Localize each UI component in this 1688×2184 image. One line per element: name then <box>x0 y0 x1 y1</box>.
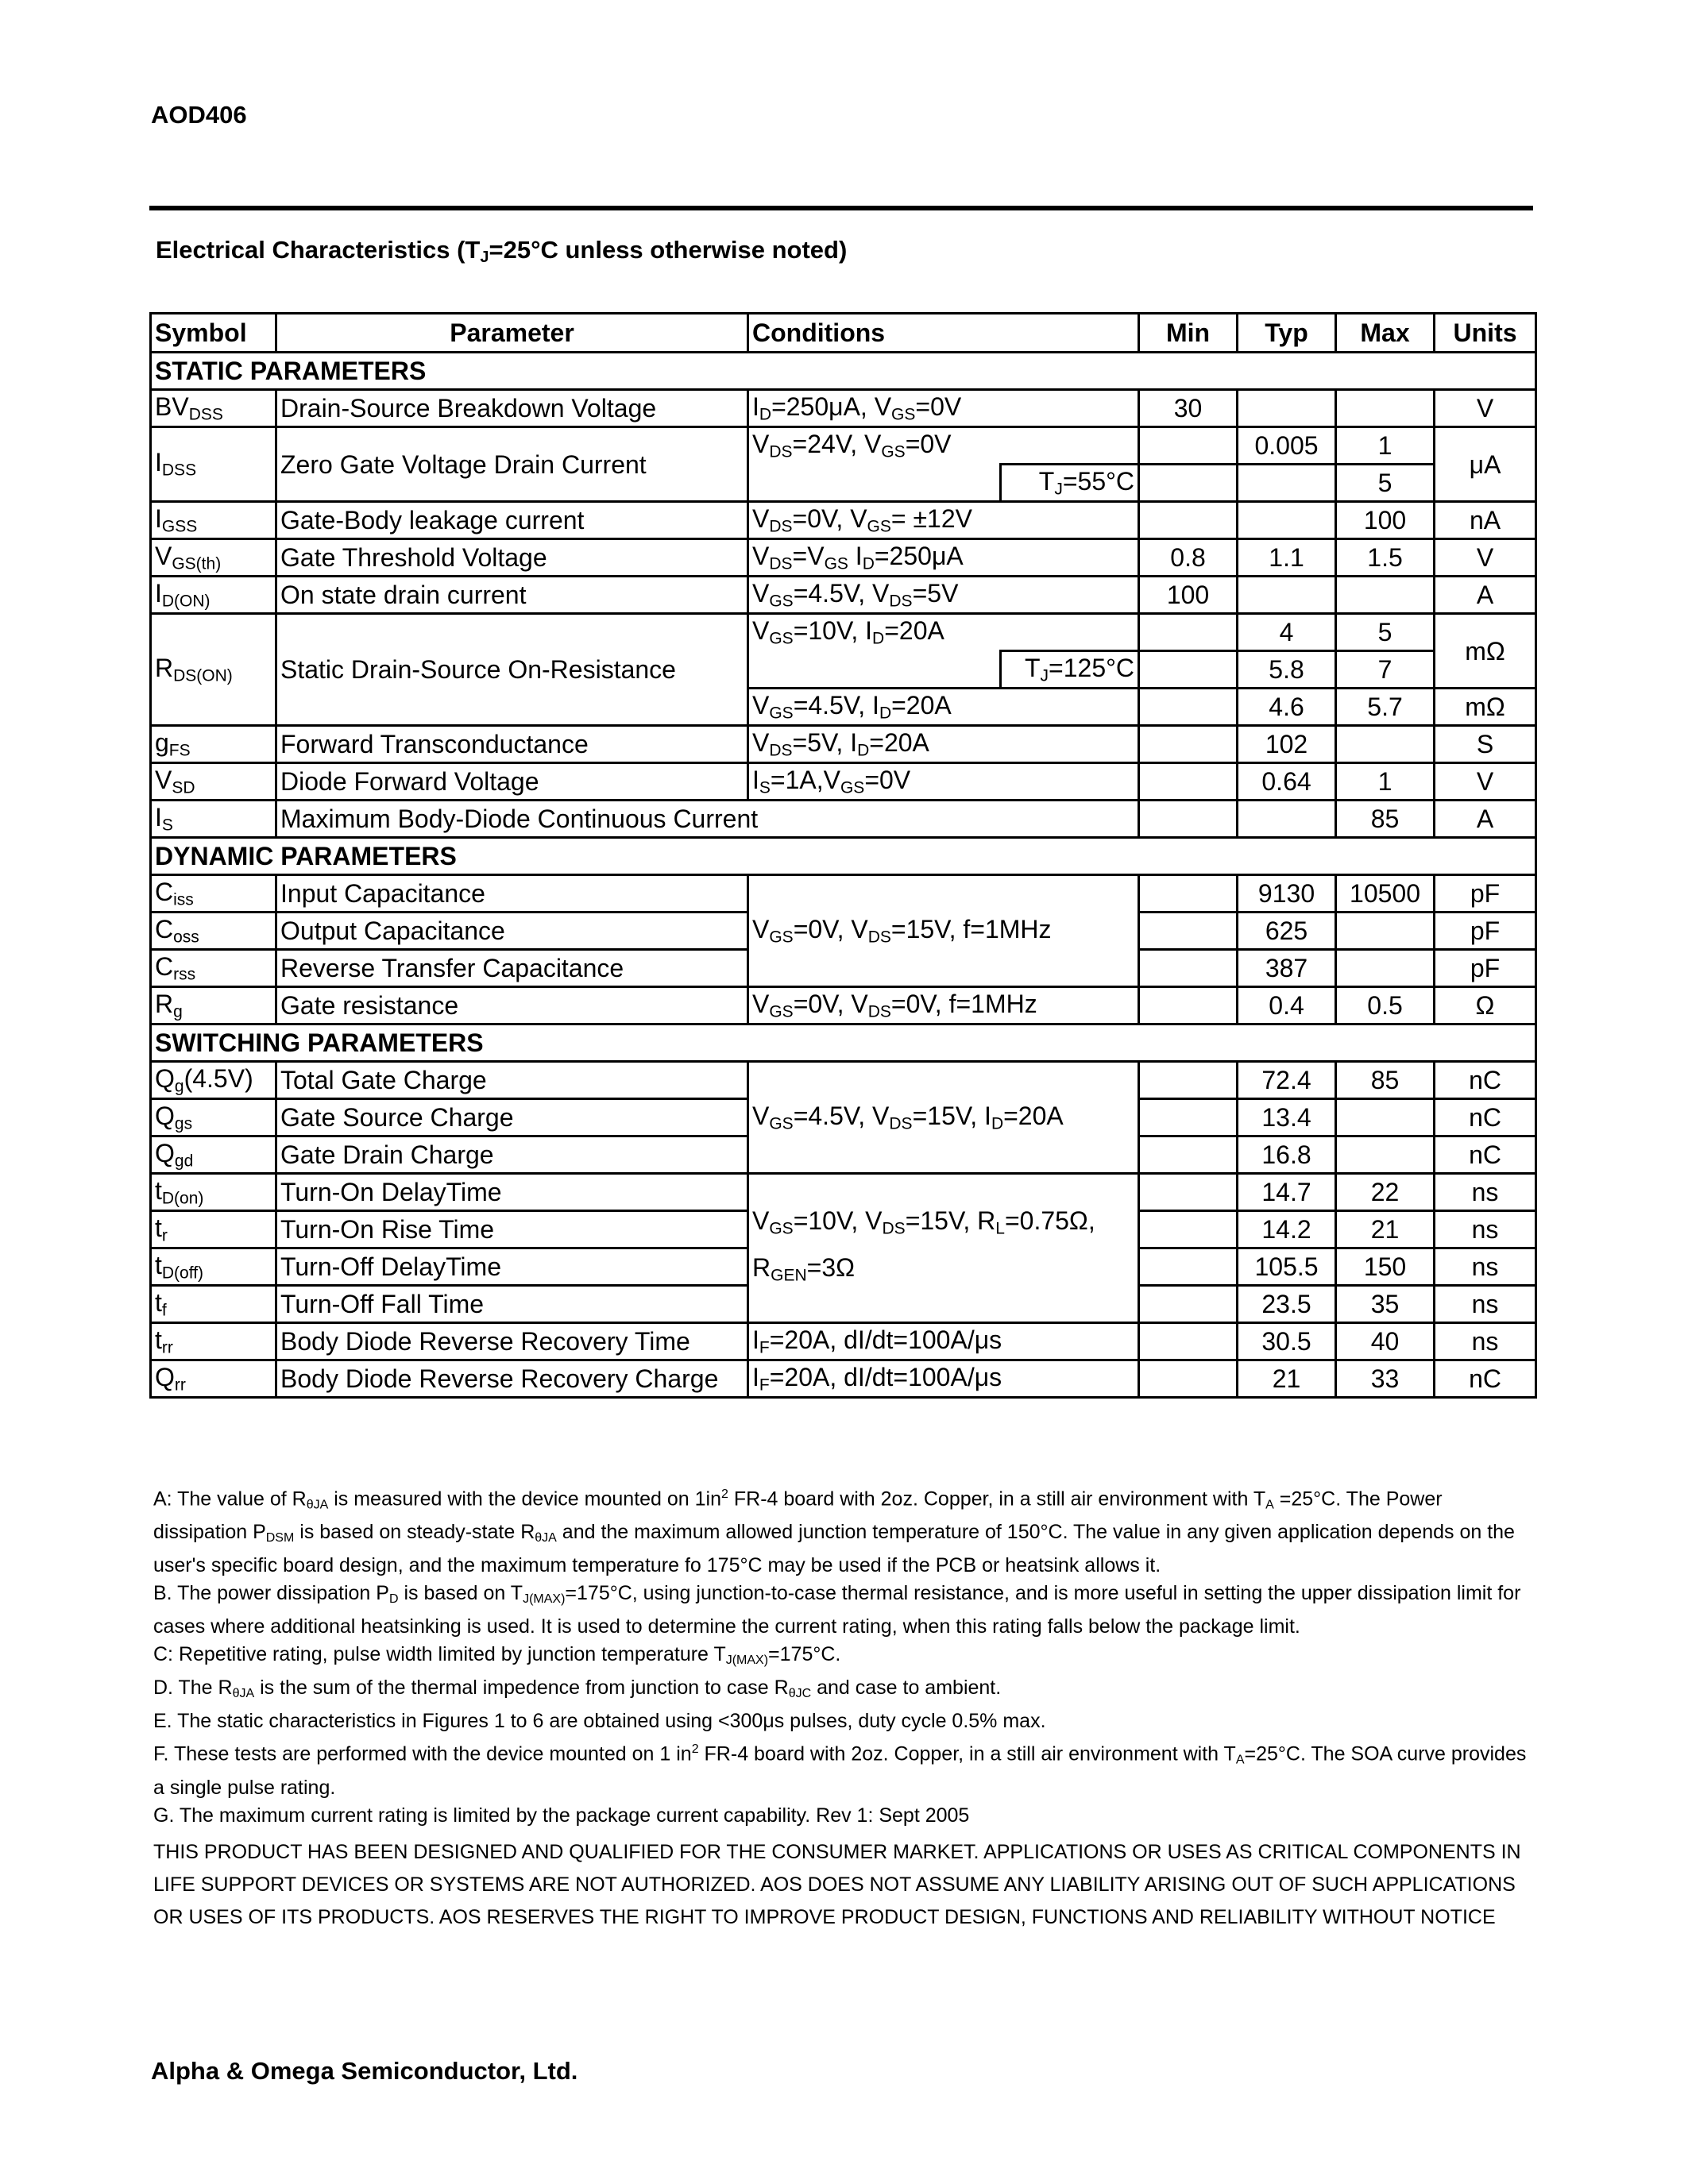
min-cell <box>1139 726 1238 763</box>
min-cell <box>1139 1136 1238 1174</box>
min-cell <box>1139 689 1238 726</box>
max-cell: 40 <box>1336 1323 1435 1360</box>
max-cell <box>1336 577 1435 614</box>
units-cell: ns <box>1435 1211 1536 1248</box>
condition-cell: $V_{GS}=4.5V$, $I_D=20A$ <box>748 689 1139 726</box>
symbol-cell: $Q_{gd}$ <box>151 1136 276 1174</box>
units-cell: ns <box>1435 1323 1536 1360</box>
symbol-cell: $I_S$ <box>151 801 276 838</box>
typ-cell: 5.8 <box>1238 651 1336 689</box>
symbol-cell: $Q_{gs}$ <box>151 1099 276 1136</box>
min-cell <box>1139 950 1238 987</box>
min-cell <box>1139 502 1238 539</box>
symbol-cell: $C_{rss}$ <box>151 950 276 987</box>
max-cell: 0.5 <box>1336 987 1435 1024</box>
symbol-cell: $BV_{DSS}$ <box>151 390 276 427</box>
table-row <box>151 1174 1536 1211</box>
typ-cell: 14.2 <box>1238 1211 1336 1248</box>
units-cell: V <box>1435 763 1536 801</box>
symbol-cell: $V_{GS(th)}$ <box>151 539 276 577</box>
typ-cell: 13.4 <box>1238 1099 1336 1136</box>
note-c: C: Repetitive rating, pulse width limited by junction temperature $T_{J(MAX)}=175^\circ C$. <box>153 1643 841 1668</box>
condition-spacer <box>748 651 1001 689</box>
symbol-cell: $Q_{rr}$ <box>151 1360 276 1398</box>
condition-cell: $V_{GS}=10V$, $V_{DS}=15V$, $R_L=0.75\Omega$, $R_{GEN}=3\Omega$ <box>748 1174 1139 1323</box>
symbol-cell: $I_{D(ON)}$ <box>151 577 276 614</box>
symbol-cell: $g_{FS}$ <box>151 726 276 763</box>
symbol-cell: $R_{DS(ON)}$ <box>151 614 276 726</box>
table-row <box>151 614 1536 651</box>
condition-cell: $I_F=20A$, dI/dt=100A/μs <box>748 1323 1139 1360</box>
max-cell <box>1336 950 1435 987</box>
max-cell: 150 <box>1336 1248 1435 1286</box>
typ-cell: 0.005 <box>1238 427 1336 465</box>
typ-cell: 105.5 <box>1238 1248 1336 1286</box>
table-row <box>151 577 1536 614</box>
col-typ: Typ <box>1238 314 1336 353</box>
max-cell <box>1336 390 1435 427</box>
min-cell <box>1139 1099 1238 1136</box>
parameter-cell: Gate resistance <box>276 987 748 1024</box>
units-cell: nC <box>1435 1062 1536 1099</box>
condition-cell: $V_{GS}=4.5V$, $V_{DS}=15V$, $I_D=20A$ <box>748 1062 1139 1174</box>
typ-cell: 16.8 <box>1238 1136 1336 1174</box>
disclaimer: THIS PRODUCT HAS BEEN DESIGNED AND QUALIFIED FOR THE CONSUMER MARKET. APPLICATIONS OR USES AS CRITICAL COMPONENTS IN LIFE SUPPORT DEVICES OR SYSTEMS ARE NOT AUTHORIZED. AOS DOES NOT ASSUME ANY LIABILITY ARISING OUT OF SUCH APPLICATIONS OR USES OF ITS PRODUCTS. AOS RESERVES THE RIGHT TO IMPROVE PRODUCT DESIGN, FUNCTIONS AND RELIABILITY WITHOUT NOTICE <box>153 1840 1521 1928</box>
condition-cell: $V_{GS}=10V$, $I_D=20A$ <box>748 614 1139 651</box>
typ-cell: 102 <box>1238 726 1336 763</box>
typ-cell: 21 <box>1238 1360 1336 1398</box>
typ-cell <box>1238 465 1336 502</box>
header-rule <box>149 206 1533 210</box>
units-cell: nC <box>1435 1099 1536 1136</box>
parameter-cell: Body Diode Reverse Recovery Charge <box>276 1360 748 1398</box>
symbol-cell: $I_{GSS}$ <box>151 502 276 539</box>
parameter-cell: Maximum Body-Diode Continuous Current <box>276 801 1139 838</box>
typ-cell: 72.4 <box>1238 1062 1336 1099</box>
parameter-cell: Total Gate Charge <box>276 1062 748 1099</box>
min-cell <box>1139 651 1238 689</box>
units-cell: S <box>1435 726 1536 763</box>
condition-temp-cell: $T_J=125^\circ C$ <box>1001 651 1139 689</box>
max-cell: 85 <box>1336 1062 1435 1099</box>
parameter-cell: Output Capacitance <box>276 913 748 950</box>
typ-cell: 30.5 <box>1238 1323 1336 1360</box>
max-cell <box>1336 1099 1435 1136</box>
parameter-cell: Gate Threshold Voltage <box>276 539 748 577</box>
min-cell <box>1139 875 1238 913</box>
section-static: STATIC PARAMETERS <box>151 353 1536 390</box>
units-cell: A <box>1435 801 1536 838</box>
max-cell: 35 <box>1336 1286 1435 1323</box>
min-cell <box>1139 1062 1238 1099</box>
condition-cell: $V_{DS}=0V$, $V_{GS}= \pm 12V$ <box>748 502 1139 539</box>
symbol-cell: $C_{oss}$ <box>151 913 276 950</box>
max-cell: 100 <box>1336 502 1435 539</box>
units-cell: nC <box>1435 1136 1536 1174</box>
table-row <box>151 427 1536 465</box>
min-cell <box>1139 913 1238 950</box>
note-g: G. The maximum current rating is limited by the package current capability. Rev 1: Sept 2005 <box>153 1804 970 1827</box>
table-row <box>151 875 1536 913</box>
footnotes <box>153 1480 1535 1934</box>
header-row <box>151 314 1536 353</box>
max-cell: 5 <box>1336 614 1435 651</box>
typ-cell <box>1238 801 1336 838</box>
table-row <box>151 763 1536 801</box>
units-cell: A <box>1435 577 1536 614</box>
note-d: D. The $R_{\theta JA}$ is the sum of the thermal impedence from junction to case $R_{\theta JC}$ and case to ambient. <box>153 1677 1002 1701</box>
units-cell: ns <box>1435 1248 1536 1286</box>
condition-cell: $V_{DS}=5V$, $I_D=20A$ <box>748 726 1139 763</box>
parameter-cell: Gate Source Charge <box>276 1099 748 1136</box>
section-switching: SWITCHING PARAMETERS <box>151 1024 1536 1062</box>
parameter-cell: Diode Forward Voltage <box>276 763 748 801</box>
max-cell: 5.7 <box>1336 689 1435 726</box>
max-cell: 5 <box>1336 465 1435 502</box>
section-row <box>151 1024 1536 1062</box>
note-f: F. These tests are performed with the device mounted on 1 $in^2$ FR-4 board with 2oz. Copper, in a still air environment with $T_A=25^\circ C$. The SOA curve provides a single pulse rating. <box>153 1742 1527 1799</box>
max-cell: 85 <box>1336 801 1435 838</box>
condition-spacer <box>748 465 1001 502</box>
col-max: Max <box>1336 314 1435 353</box>
col-min: Min <box>1139 314 1238 353</box>
parameter-cell: Body Diode Reverse Recovery Time <box>276 1323 748 1360</box>
parameter-cell: Turn-Off DelayTime <box>276 1248 748 1286</box>
symbol-cell: $R_g$ <box>151 987 276 1024</box>
min-cell <box>1139 1286 1238 1323</box>
typ-cell: 1.1 <box>1238 539 1336 577</box>
col-conditions: Conditions <box>748 314 1139 353</box>
section-row <box>151 838 1536 875</box>
condition-cell: $I_D=250\mu A$, $V_{GS}=0V$ <box>748 390 1139 427</box>
min-cell <box>1139 1174 1238 1211</box>
section-row <box>151 353 1536 390</box>
units-cell: V <box>1435 539 1536 577</box>
min-cell <box>1139 763 1238 801</box>
max-cell: 7 <box>1336 651 1435 689</box>
table-row <box>151 502 1536 539</box>
units-cell: ns <box>1435 1286 1536 1323</box>
symbol-cell: $t_{D(on)}$ <box>151 1174 276 1211</box>
min-cell <box>1139 614 1238 651</box>
col-parameter: Parameter <box>276 314 748 353</box>
max-cell <box>1336 726 1435 763</box>
min-cell: 30 <box>1139 390 1238 427</box>
typ-cell <box>1238 577 1336 614</box>
condition-cell: $I_F=20A$, dI/dt=100A/μs <box>748 1360 1139 1398</box>
typ-cell: 23.5 <box>1238 1286 1336 1323</box>
typ-cell <box>1238 390 1336 427</box>
max-cell: 1.5 <box>1336 539 1435 577</box>
symbol-cell: $t_{rr}$ <box>151 1323 276 1360</box>
units-cell: nA <box>1435 502 1536 539</box>
symbol-cell: $V_{SD}$ <box>151 763 276 801</box>
table-row <box>151 1062 1536 1099</box>
note-e: E. The static characteristics in Figures 1 to 6 are obtained using <300μs pulses, duty cycle 0.5% max. <box>153 1710 1046 1733</box>
units-cell: pF <box>1435 875 1536 913</box>
symbol-cell: $Q_g(4.5V)$ <box>151 1062 276 1099</box>
condition-temp-cell: $T_J=55^\circ C$ <box>1001 465 1139 502</box>
max-cell <box>1336 1136 1435 1174</box>
parameter-cell: Forward Transconductance <box>276 726 748 763</box>
note-b: B. The power dissipation $P_D$ is based on $T_{J(MAX)}=175^\circ C$, using junction-to-case thermal resistance, and is more useful in setting the upper dissipation limit for cases where additional heatsinking is used. It is used to determine the current rating, when this rating falls below the package limit. <box>153 1582 1521 1638</box>
max-cell: 33 <box>1336 1360 1435 1398</box>
max-cell: 21 <box>1336 1211 1435 1248</box>
max-cell: 1 <box>1336 427 1435 465</box>
typ-cell: 0.4 <box>1238 987 1336 1024</box>
units-cell: pF <box>1435 950 1536 987</box>
max-cell: 1 <box>1336 763 1435 801</box>
col-units: Units <box>1435 314 1536 353</box>
condition-cell: $V_{DS}=V_{GS}$ $I_D=250\mu A$ <box>748 539 1139 577</box>
symbol-cell: $t_f$ <box>151 1286 276 1323</box>
min-cell: 100 <box>1139 577 1238 614</box>
parameter-cell: Zero Gate Voltage Drain Current <box>276 427 748 502</box>
min-cell <box>1139 1323 1238 1360</box>
units-cell: Ω <box>1435 987 1536 1024</box>
note-a: A: The value of $R_{\theta JA}$ is measured with the device mounted on $1in^2$ FR-4 board with 2oz. Copper, in a still air environment with $T_A =25^\circ C$. The Power dissipation $P_{DSM}$ is based on steady-state $R_{\theta JA}$ and the maximum allowed junction temperature of 150°C. The value in any given application depends on the user's specific board design, and the maximum temperature fo 175°C may be used if the PCB or heatsink allows it. <box>153 1488 1515 1577</box>
col-symbol: Symbol <box>151 314 276 353</box>
table-row <box>151 987 1536 1024</box>
typ-cell: 14.7 <box>1238 1174 1336 1211</box>
min-cell <box>1139 1248 1238 1286</box>
parameter-cell: On state drain current <box>276 577 748 614</box>
part-number: AOD406 <box>151 101 247 129</box>
typ-cell: 0.64 <box>1238 763 1336 801</box>
typ-cell: 625 <box>1238 913 1336 950</box>
table-title: Electrical Characteristics ($T_J=25^\circ C$ unless otherwise noted) <box>156 236 848 266</box>
parameter-cell: Turn-On Rise Time <box>276 1211 748 1248</box>
table-row <box>151 1323 1536 1360</box>
parameter-cell: Gate Drain Charge <box>276 1136 748 1174</box>
units-cell: pF <box>1435 913 1536 950</box>
parameter-cell: Input Capacitance <box>276 875 748 913</box>
table-row <box>151 539 1536 577</box>
units-cell: mΩ <box>1435 689 1536 726</box>
parameter-cell: Turn-On DelayTime <box>276 1174 748 1211</box>
typ-cell: 4.6 <box>1238 689 1336 726</box>
condition-cell: $V_{GS}=0V$, $V_{DS}=0V$, f=1MHz <box>748 987 1139 1024</box>
units-cell: μA <box>1435 427 1536 502</box>
condition-cell: $V_{GS}=0V$, $V_{DS}=15V$, f=1MHz <box>748 875 1139 987</box>
electrical-characteristics-table <box>149 312 1537 1399</box>
typ-cell: 4 <box>1238 614 1336 651</box>
min-cell <box>1139 465 1238 502</box>
table-row <box>151 726 1536 763</box>
min-cell <box>1139 801 1238 838</box>
units-cell: V <box>1435 390 1536 427</box>
parameter-cell: Drain-Source Breakdown Voltage <box>276 390 748 427</box>
section-dynamic: DYNAMIC PARAMETERS <box>151 838 1536 875</box>
max-cell: 22 <box>1336 1174 1435 1211</box>
condition-cell: $V_{DS}=24V$, $V_{GS}=0V$ <box>748 427 1139 465</box>
parameter-cell: Turn-Off Fall Time <box>276 1286 748 1323</box>
table-row <box>151 1360 1536 1398</box>
min-cell <box>1139 1211 1238 1248</box>
min-cell: 0.8 <box>1139 539 1238 577</box>
condition-cell: $V_{GS}=4.5V$, $V_{DS}=5V$ <box>748 577 1139 614</box>
min-cell <box>1139 987 1238 1024</box>
company-name: Alpha & Omega Semiconductor, Ltd. <box>151 2057 578 2085</box>
max-cell <box>1336 913 1435 950</box>
symbol-cell: $I_{DSS}$ <box>151 427 276 502</box>
symbol-cell: $t_r$ <box>151 1211 276 1248</box>
typ-cell <box>1238 502 1336 539</box>
units-cell: nC <box>1435 1360 1536 1398</box>
units-cell: ns <box>1435 1174 1536 1211</box>
parameter-cell: Static Drain-Source On-Resistance <box>276 614 748 726</box>
units-cell: mΩ <box>1435 614 1536 689</box>
table-row <box>151 390 1536 427</box>
condition-cell: $I_S=1A,V_{GS}=0V$ <box>748 763 1139 801</box>
min-cell <box>1139 1360 1238 1398</box>
typ-cell: 9130 <box>1238 875 1336 913</box>
max-cell: 10500 <box>1336 875 1435 913</box>
parameter-cell: Reverse Transfer Capacitance <box>276 950 748 987</box>
symbol-cell: $t_{D(off)}$ <box>151 1248 276 1286</box>
parameter-cell: Gate-Body leakage current <box>276 502 748 539</box>
table-row <box>151 801 1536 838</box>
typ-cell: 387 <box>1238 950 1336 987</box>
symbol-cell: $C_{iss}$ <box>151 875 276 913</box>
min-cell <box>1139 427 1238 465</box>
